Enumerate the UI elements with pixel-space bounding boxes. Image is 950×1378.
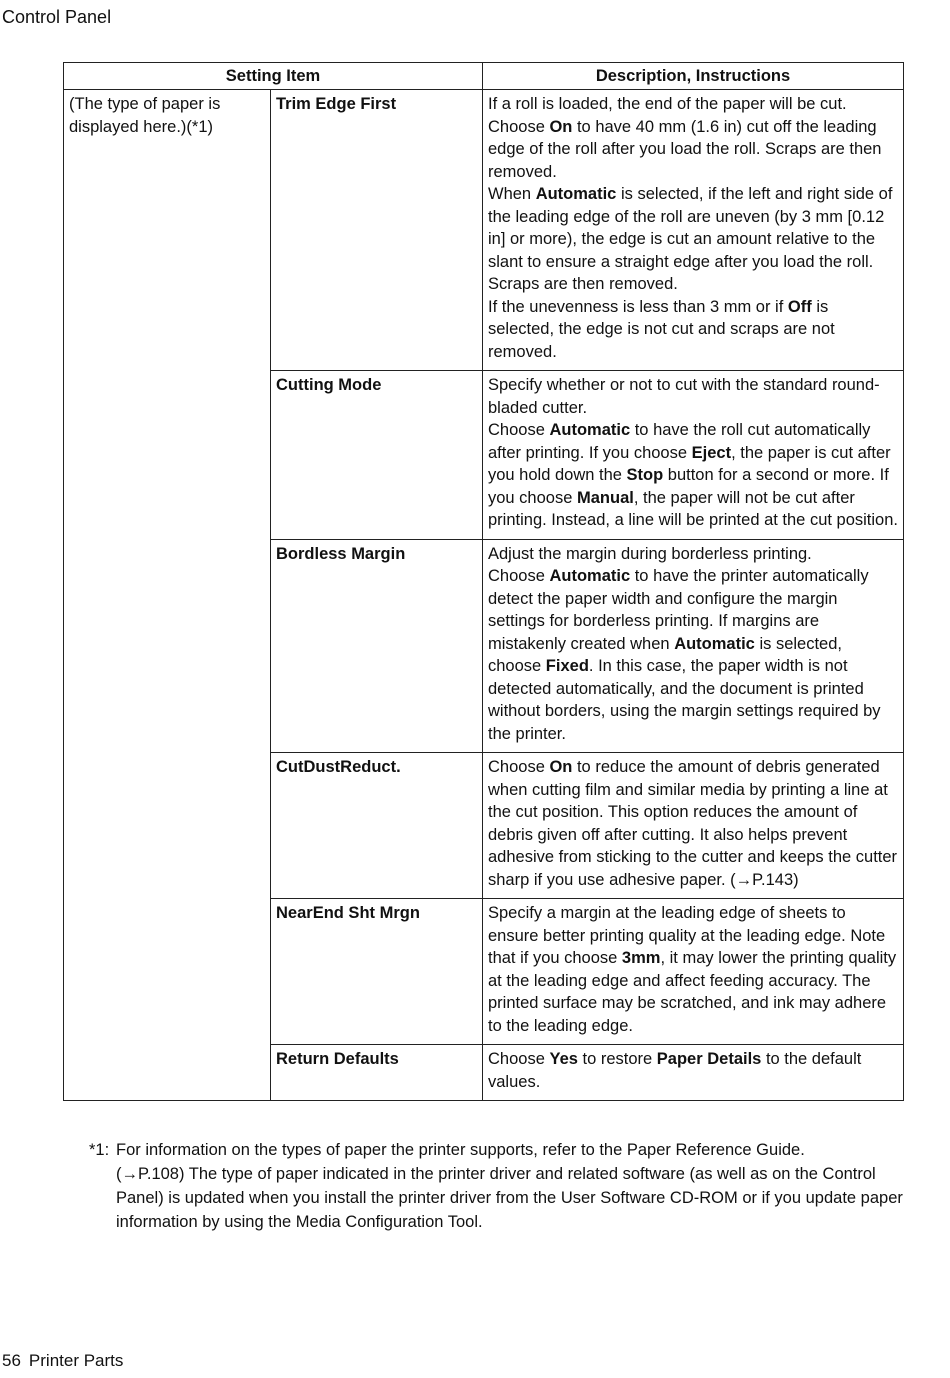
setting-item-name: Return Defaults (271, 1045, 483, 1101)
description-paragraph (488, 183, 898, 296)
description-paragraph (488, 93, 898, 116)
table-header-row (64, 63, 904, 90)
setting-description (483, 90, 904, 371)
option-keyword: Yes (549, 1050, 578, 1068)
page-number: 56 (2, 1351, 21, 1370)
page-footer (2, 1350, 123, 1372)
setting-item-name: Bordless Margin (271, 539, 483, 753)
description-paragraph (488, 565, 898, 745)
option-keyword: Automatic (549, 567, 631, 585)
option-keyword: Off (787, 297, 812, 316)
option-keyword: Automatic (674, 634, 755, 653)
description-text: is selected, if the left and right side of the leading edge of the roll are uneven (by 3 mm [0.12 in] or more), the edge is cut an amount relative to the slant to ensure a straight edge after you load the roll. Scraps are then removed. (488, 185, 893, 293)
setting-description (483, 899, 904, 1045)
footnote (89, 1138, 904, 1234)
description-text: to have the roll cut automatically after printing. If you choose (488, 421, 871, 462)
description-paragraph (488, 756, 898, 891)
option-keyword: Eject (691, 443, 732, 462)
page-header-title: Control Panel (2, 7, 112, 27)
description-text: Choose (488, 1050, 550, 1068)
option-keyword: Automatic (549, 421, 631, 439)
description-text: is selected, the edge is not cut and scraps are not removed. (488, 297, 835, 361)
description-text: to have 40 mm (1.6 in) cut off the leading edge of the roll after you load the roll. Scraps are then removed. (488, 117, 882, 181)
description-text: Choose (488, 117, 550, 136)
description-text: button for a second or more. If you choose (488, 466, 889, 507)
table-row (64, 90, 904, 371)
description-paragraph (488, 296, 898, 364)
option-keyword: Stop (626, 466, 664, 484)
option-keyword: Paper Details (656, 1050, 762, 1068)
description-text: Specify whether or not to cut with the standard round-bladed cutter. (488, 376, 880, 417)
description-text: If the unevenness is less than 3 mm or if (488, 297, 788, 316)
setting-item-name: Trim Edge First (271, 90, 483, 371)
setting-description (483, 753, 904, 899)
setting-description (483, 371, 904, 540)
description-text: to the default values. (488, 1050, 862, 1091)
header-setting-item: Setting Item (64, 63, 483, 90)
option-keyword: 3mm (621, 949, 661, 967)
description-text: , the paper is cut after you hold down the (488, 443, 891, 484)
option-keyword: On (549, 117, 573, 136)
description-text: . In this case, the paper width is not detected automatically, and the document is printed without borders, using the margin settings required by the printer. (488, 657, 881, 743)
option-keyword: Fixed (545, 657, 589, 675)
description-text: to reduce the amount of debris generated when cutting film and similar media by printing a line at the cut position. This option reduces the amount of debris given off after cutting. It also helps prevent adhesive from sticking to the cutter and keeps the cutter sharp if you use adhesive paper. (→P.143) (488, 758, 898, 889)
settings-table (63, 62, 904, 1101)
description-paragraph (488, 1048, 898, 1093)
description-paragraph (488, 543, 898, 566)
description-text: Specify a margin at the leading edge of sheets to ensure better printing quality at the leading edge. Note that if you choose (488, 904, 886, 967)
footnote-first-line: For information on the types of paper the printer supports, refer to the Paper Reference Guide. (116, 1141, 805, 1159)
description-text: Choose (488, 421, 550, 439)
setting-item-name: Cutting Mode (271, 371, 483, 540)
description-text: to have the printer automatically detect the paper width and configure the margin settings for borderless printing. If margins are mistakenly created when (488, 567, 869, 653)
setting-description (483, 1045, 904, 1101)
option-keyword: On (549, 758, 573, 776)
description-text: Adjust the margin during borderless printing. (488, 544, 812, 563)
description-text: Choose (488, 567, 550, 585)
description-paragraph (488, 116, 898, 184)
description-text: Choose (488, 758, 550, 776)
paper-type-cell: (The type of paper is displayed here.)(*1) (64, 90, 271, 1101)
description-text: When (488, 185, 536, 203)
footer-section-title: Printer Parts (28, 1351, 124, 1370)
setting-item-name: CutDustReduct. (271, 753, 483, 899)
option-keyword: Automatic (535, 185, 617, 203)
setting-description (483, 539, 904, 753)
description-paragraph (488, 419, 898, 532)
header-description: Description, Instructions (483, 63, 904, 90)
footnote-continuation: (→P.108) The type of paper indicated in the printer driver and related software (as well as on the Control Panel) is updated when you install the printer driver from the User Software CD-ROM or if you update paper information by using the Media Configuration Tool. (116, 1165, 903, 1231)
description-text: , the paper will not be cut after printing. Instead, a line will be printed at the cut position. (488, 488, 898, 529)
description-text: to restore (577, 1050, 657, 1068)
option-keyword: Manual (576, 488, 634, 507)
description-paragraph (488, 902, 898, 1037)
description-paragraph (488, 374, 898, 419)
footnote-marker: *1: (89, 1141, 110, 1159)
description-text: , it may lower the printing quality at the leading edge and affect feeding accuracy. The printed surface may be scratched, and ink may adhere to the leading edge. (488, 949, 897, 1035)
description-text: If a roll is loaded, the end of the paper will be cut. (488, 95, 847, 113)
setting-item-name: NearEnd Sht Mrgn (271, 899, 483, 1045)
description-text: is selected, choose (488, 634, 842, 675)
